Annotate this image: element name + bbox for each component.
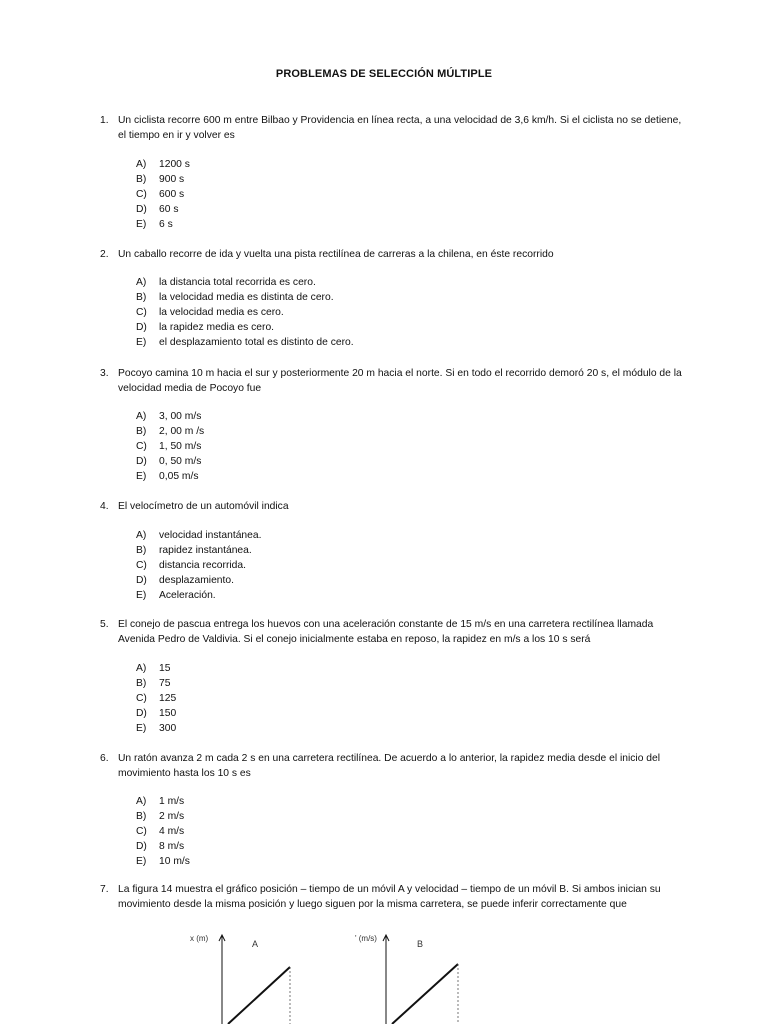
option: C) la velocidad media es cero. — [136, 307, 284, 318]
question-number: 1. — [100, 115, 109, 126]
graph-b-line — [392, 964, 458, 1024]
option: C) 4 m/s — [136, 826, 185, 837]
option: E) Aceleración. — [136, 590, 216, 601]
question-text: El velocímetro de un automóvil indica — [118, 501, 289, 512]
option: D) 60 s — [136, 204, 179, 215]
question-text: Pocoyo camina 10 m hacia el sur y posteriormente 20 m hacia el norte. Si en todo el recorrido demoró 20 s, el módulo de la velocidad media de Pocoyo fue — [118, 368, 682, 394]
option: A) 1200 s — [136, 159, 190, 170]
question-number: 4. — [100, 501, 109, 512]
graph-a-line — [228, 967, 290, 1024]
option: A) 1 m/s — [136, 796, 185, 807]
option: D) 150 — [136, 708, 177, 719]
figure-graphs — [180, 928, 500, 1029]
option: C) 125 — [136, 693, 177, 704]
option: B) la velocidad media es distinta de cero. — [136, 292, 334, 303]
option: B) 75 — [136, 678, 171, 689]
options-list — [136, 661, 176, 736]
question-7 — [100, 882, 690, 912]
graph-b — [355, 934, 458, 1024]
graph-a-axis-label: x (m) — [190, 934, 209, 943]
option: E) 6 s — [136, 219, 173, 230]
option: C) distancia recorrida. — [136, 560, 246, 571]
question-text: Un caballo recorre de ida y vuelta una pista rectilínea de carreras a la chilena, en éste recorrido — [118, 249, 554, 260]
question-number: 5. — [100, 619, 109, 630]
question-text: La figura 14 muestra el gráfico posición – tiempo de un móvil A y velocidad – tiempo de un móvil B. Si ambos inician su movimiento desde la misma posición y luego siguen por la misma carretera, se puede inferir correctamente que — [118, 884, 661, 910]
question-4 — [100, 499, 690, 514]
option: D) 0, 50 m/s — [136, 456, 202, 467]
question-number: 7. — [100, 884, 109, 895]
graphs-svg — [180, 928, 500, 1024]
question-6 — [100, 751, 690, 781]
options-list — [136, 275, 354, 350]
option: E) el desplazamiento total es distinto de cero. — [136, 337, 354, 348]
graph-a-name: A — [252, 939, 259, 949]
graph-b-name: B — [417, 939, 424, 949]
question-text: Un ciclista recorre 600 m entre Bilbao y Providencia en línea recta, a una velocidad de 3,6 km/h. Si el ciclista no se detiene, el tiempo en ir y volver es — [118, 115, 682, 141]
option: A) velocidad instantánea. — [136, 530, 262, 541]
option: A) 3, 00 m/s — [136, 411, 202, 422]
options-list — [136, 409, 204, 484]
graph-a — [190, 934, 290, 1024]
options-list — [136, 528, 261, 603]
question-5 — [100, 617, 690, 647]
question-2 — [100, 247, 690, 262]
question-text: Un ratón avanza 2 m cada 2 s en una carretera rectilínea. De acuerdo a lo anterior, la rapidez media desde el inicio del movimiento hasta los 10 s es — [118, 753, 661, 779]
option: D) la rapidez media es cero. — [136, 322, 275, 333]
option: D) desplazamiento. — [136, 575, 234, 586]
option: E) 300 — [136, 723, 177, 734]
option: B) 2 m/s — [136, 811, 185, 822]
option: D) 8 m/s — [136, 841, 185, 852]
question-1 — [100, 113, 690, 143]
question-3 — [100, 366, 690, 396]
options-list — [136, 794, 190, 869]
option: B) 900 s — [136, 174, 185, 185]
option: B) rapidez instantánea. — [136, 545, 252, 556]
question-number: 2. — [100, 249, 109, 260]
question-text: El conejo de pascua entrega los huevos con una aceleración constante de 15 m/s en una carretera rectilínea llamada Avenida Pedro de Valdivia. Si el conejo inicialmente estaba en reposo, la rapidez en m/s a los 10 s será — [118, 619, 654, 645]
options-list — [136, 157, 190, 232]
graph-b-axis-label: ' (m/s) — [355, 934, 377, 943]
option: A) 15 — [136, 663, 171, 674]
option: C) 600 s — [136, 189, 185, 200]
question-number: 6. — [100, 753, 109, 764]
option: A) la distancia total recorrida es cero. — [136, 277, 316, 288]
option: B) 2, 00 m /s — [136, 426, 205, 437]
option: E) 10 m/s — [136, 856, 190, 867]
option: E) 0,05 m/s — [136, 471, 199, 482]
page-title: PROBLEMAS DE SELECCIÓN MÚLTIPLE — [275, 68, 493, 80]
option: C) 1, 50 m/s — [136, 441, 202, 452]
question-number: 3. — [100, 368, 109, 379]
